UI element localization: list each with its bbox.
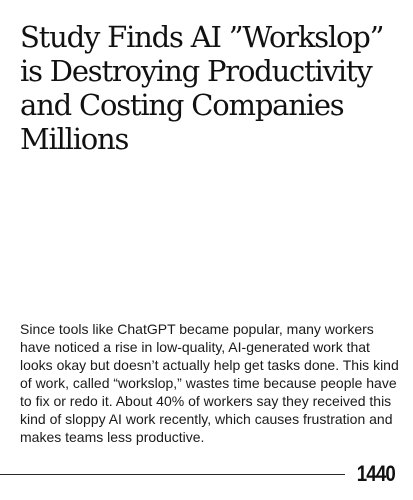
article-headline: Study Finds AI ”Workslop” is Destroying Productivity and Costing Companies Millions [20, 20, 384, 156]
footer-divider [0, 474, 345, 475]
article-body: Since tools like ChatGPT became popular, many workers have noticed a rise in low-quality, AI-generated work that looks okay but doesn’t actually help get tasks done. This kind of work, called “workslop,” wastes time because people have to fix or redo it. About 40% of workers say they received this kind of sloppy AI work recently, which causes frustration and makes teams less productive. [20, 321, 399, 445]
brand-logo: 1440 [356, 461, 395, 486]
